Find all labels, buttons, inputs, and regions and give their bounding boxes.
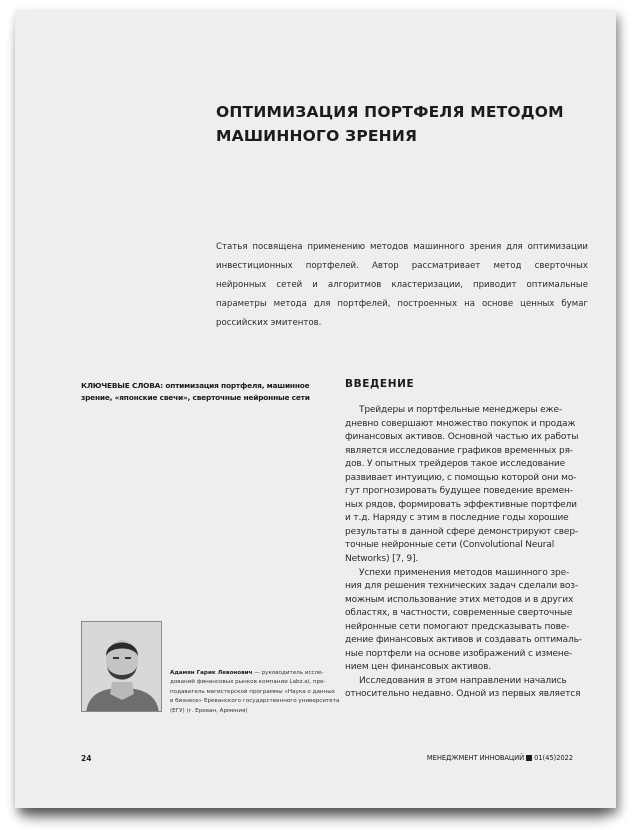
body-text <box>345 404 589 702</box>
keywords: КЛЮЧЕВЫЕ СЛОВА: оптимизация портфеля, машинное зрение, «японские свечи», сверточные нейронные сети <box>81 381 310 402</box>
author-name: Адамян Гарик Левонович <box>170 670 253 676</box>
title-line: ОПТИМИЗАЦИЯ ПОРТФЕЛЯ МЕТОДОМ <box>216 103 564 121</box>
journal-footer <box>427 754 573 762</box>
author-line: дований финансовых рынков компании Labz.ai, пре- <box>170 679 326 686</box>
text-line: ных рядов, формировать эффективные портфели <box>345 499 577 510</box>
text-line: точные нейронные сети (Convolutional Neural <box>345 540 555 551</box>
text-line: результаты в данной сфере демонстрируют свер- <box>345 526 578 537</box>
text-line: ные портфели на основе изображений с измене- <box>345 648 573 659</box>
author-line: (ЕГУ) (г. Ереван, Армения) <box>170 707 248 714</box>
text-line: нием цен финансовых активов. <box>345 662 492 673</box>
text-line: гут прогнозировать будущее поведение времен- <box>345 486 573 497</box>
journal-page <box>15 10 616 808</box>
abstract: Статья посвящена применению методов машинного зрения для оптимизации инвестиционных портфелей. Автор рассматривает метод сверточных нейронных сетей и алгоритмов кластеризации, приводит оптимальные параметры метода для портфелей, построенных на основе ценных бумаг российских эмитентов. <box>216 242 588 328</box>
text-line: Трейдеры и портфельные менеджеры еже- <box>359 405 562 415</box>
text-line: областях, в частности, современные сверточные <box>345 608 573 619</box>
text-line: является исследование графиков временных ря- <box>345 445 573 456</box>
author-line: в бизнесе» Ереванского государственного университета <box>170 698 340 705</box>
author-line <box>170 669 338 678</box>
paragraph <box>345 404 589 567</box>
text-line: Исследования в этом направлении начались <box>359 675 567 686</box>
page-number: 24 <box>81 754 92 763</box>
text-line: дов. У опытных трейдеров такое исследование <box>345 459 566 470</box>
author-bio <box>170 669 338 716</box>
text-line: Успехи применения методов машинного зре- <box>359 567 570 578</box>
article-title <box>216 100 564 148</box>
text-line: финансовых активов. Основной частью их работы <box>345 432 579 443</box>
text-line: и т.д. Наряду с этим в последние годы хорошие <box>345 513 569 524</box>
text-line: Networks) [7, 9]. <box>345 554 419 565</box>
text-line: можным использование этих методов и в других <box>345 594 574 605</box>
text-line: развивает интуицию, с помощью которой они мо- <box>345 472 577 483</box>
section-heading: ВВЕДЕНИЕ <box>345 378 415 390</box>
text-line: нейронные сети помогают предсказывать пове- <box>345 621 570 632</box>
journal-issue: 01(45)2022 <box>534 754 573 762</box>
text-line: дневно совершают множество покупок и продаж <box>345 418 576 429</box>
paragraph <box>345 675 589 702</box>
author-line-text: — руководитель иссле- <box>252 670 324 676</box>
text-line: дение финансовых активов и создавать оптималь- <box>345 635 582 646</box>
author-line: подаватель магистерской программы «Наука о данных <box>170 688 335 695</box>
author-photo <box>81 621 162 712</box>
title-line: МАШИННОГО ЗРЕНИЯ <box>216 127 418 145</box>
square-separator-icon <box>526 755 532 761</box>
journal-name: МЕНЕДЖМЕНТ ИННОВАЦИЙ <box>426 754 525 762</box>
text-line: ния для решения технических задач сделали воз- <box>345 581 579 592</box>
text-line: относительно недавно. Одной из первых является <box>345 689 581 700</box>
author-portrait-image <box>82 622 162 712</box>
paragraph <box>345 567 589 675</box>
